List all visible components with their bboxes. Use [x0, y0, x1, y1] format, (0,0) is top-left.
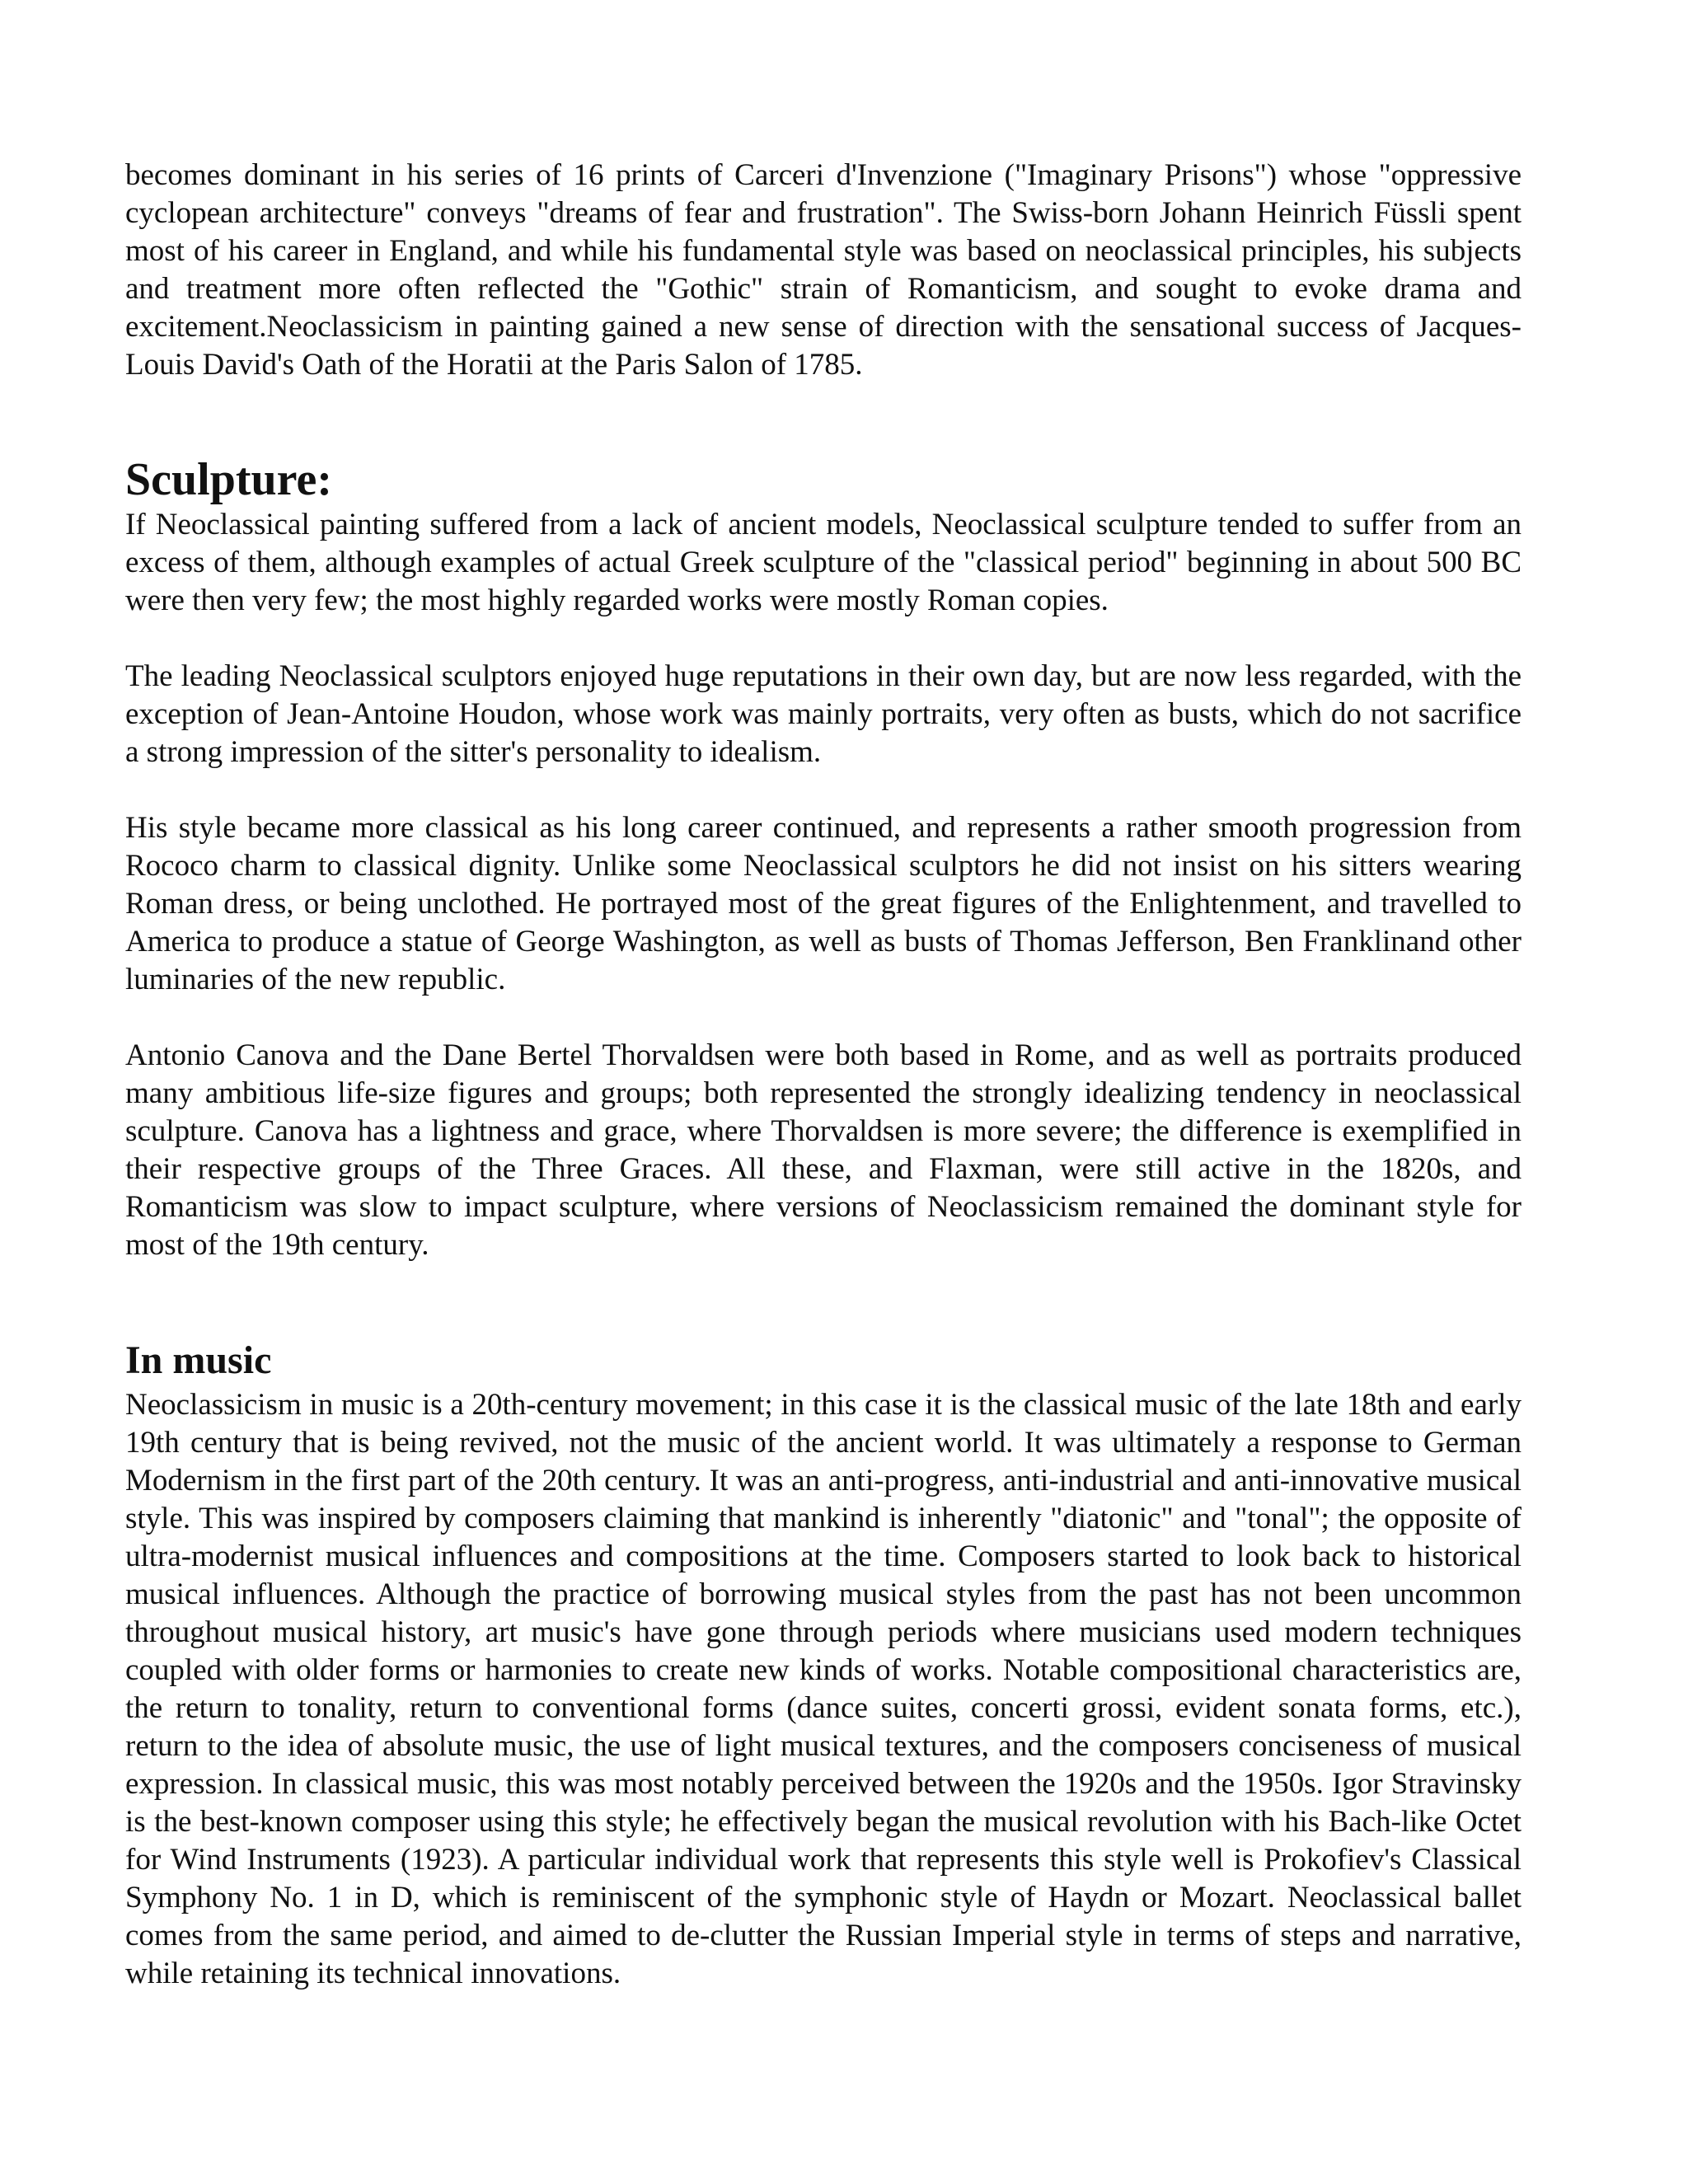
intro-paragraph: becomes dominant in his series of 16 prints of Carceri d'Invenzione ("Imaginary Prisons") whose "oppressive cyclopean architecture" conveys "dreams of fear and frustration". The Swiss-born Johann Heinrich Füssli spent most of his career in England, and while his fundamental style was based on neoclassical principles, his subjects and treatment more often reflected the "Gothic" strain of Romanticism, and sought to evoke drama and excitement.Neoclassicism in painting gained a new sense of direction with the sensational success of Jacques-Louis David's Oath of the Horatii at the Paris Salon of 1785. — [125, 158, 1522, 382]
sculpture-paragraph-2: The leading Neoclassical sculptors enjoyed huge reputations in their own day, but are now less regarded, with the exception of Jean-Antoine Houdon, whose work was mainly portraits, very often as busts, which do not sacrifice a strong impression of the sitter's personality to idealism. — [125, 659, 1522, 769]
sculpture-paragraph-4: Antonio Canova and the Dane Bertel Thorvaldsen were both based in Rome, and as well as portraits produced many ambitious life-size figures and groups; both represented the strongly idealizing tendency in neoclassical sculpture. Canova has a lightness and grace, where Thorvaldsen is more severe; the difference is exemplified in their respective groups of the Three Graces. All these, and Flaxman, were still active in the 1820s, and Romanticism was slow to impact sculpture, where versions of Neoclassicism remained the dominant style for most of the 19th century. — [125, 1038, 1522, 1262]
sculpture-paragraph-1: If Neoclassical painting suffered from a lack of ancient models, Neoclassical sculpture tended to suffer from an excess of them, although examples of actual Greek sculpture of the "classical period" beginning in about 500 BC were then very few; the most highly regarded works were mostly Roman copies. — [125, 508, 1522, 617]
music-heading: In music — [125, 1338, 272, 1382]
sculpture-paragraph-3: His style became more classical as his long career continued, and represents a rather smooth progression from Rococo charm to classical dignity. Unlike some Neoclassical sculptors he did not insist on his sitters wearing Roman dress, or being unclothed. He portrayed most of the great figures of the Enlightenment, and travelled to America to produce a statue of George Washington, as well as busts of Thomas Jefferson, Ben Franklinand other luminaries of the new republic. — [125, 811, 1522, 996]
music-paragraph: Neoclassicism in music is a 20th-century movement; in this case it is the classical music of the late 18th and early 19th century that is being revived, not the music of the ancient world. It was ultimately a response to German Modernism in the first part of the 20th century. It was an anti-progress, anti-industrial and anti-innovative musical style. This was inspired by composers claiming that mankind is inherently "diatonic" and "tonal"; the opposite of ultra-modernist musical influences and compositions at the time. Composers started to look back to historical musical influences. Although the practice of borrowing musical styles from the past has not been uncommon throughout musical history, art music's have gone through periods where musicians used modern techniques coupled with older forms or harmonies to create new kinds of works. Notable compositional characteristics are, the return to tonality, return to conventional forms (dance suites, concerti grossi, evident sonata forms, etc.), return to the idea of absolute music, the use of light musical textures, and the composers conciseness of musical expression. In classical music, this was most notably perceived between the 1920s and the 1950s. Igor Stravinsky is the best-known composer using this style; he effectively began the musical revolution with his Bach-like Octet for Wind Instruments (1923). A particular individual work that represents this style well is Prokofiev's Classical Symphony No. 1 in D, which is reminiscent of the symphonic style of Haydn or Mozart. Neoclassical ballet comes from the same period, and aimed to de-clutter the Russian Imperial style in terms of steps and narrative, while retaining its technical innovations. — [125, 1388, 1522, 1990]
sculpture-heading: Sculpture: — [125, 454, 332, 505]
document-page — [125, 157, 1522, 1993]
